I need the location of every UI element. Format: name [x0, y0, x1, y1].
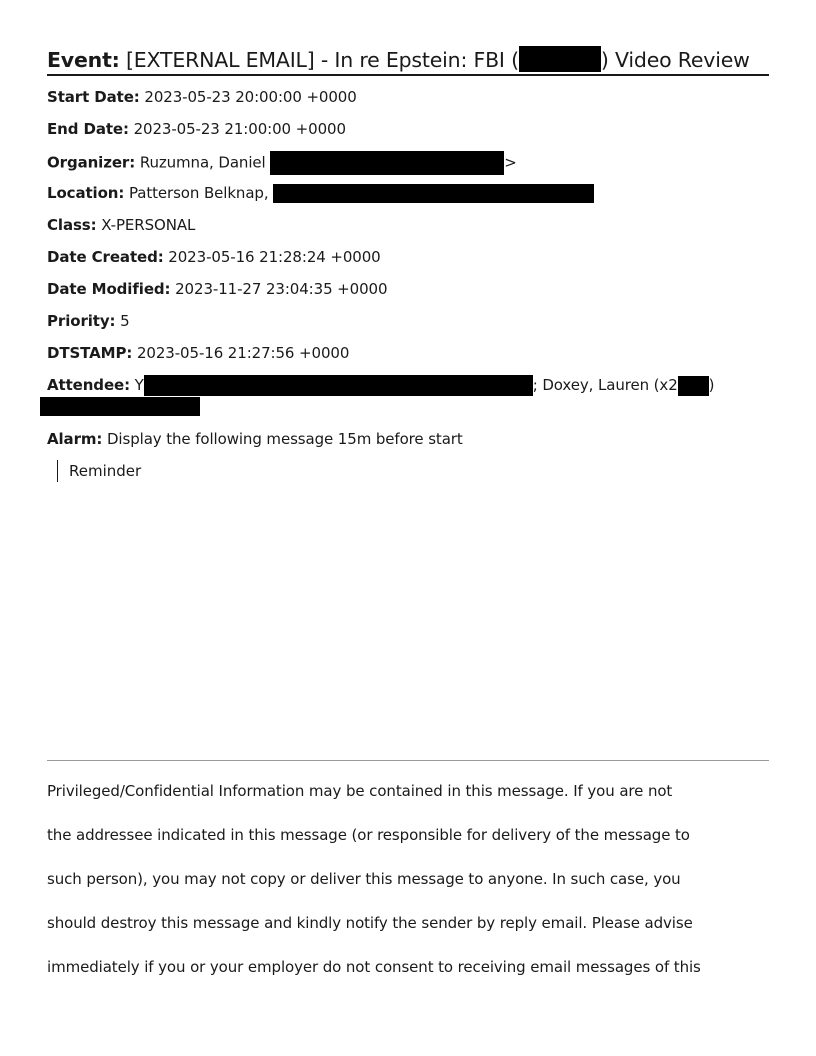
attendee-row: [47, 375, 714, 396]
event-title-suffix: ) Video Review: [600, 48, 750, 72]
end-date-value: 2023-05-23 21:00:00 +0000: [133, 120, 346, 138]
date-modified-row: [47, 279, 387, 299]
event-title: [47, 46, 769, 76]
reminder-text: Reminder: [57, 460, 141, 482]
dtstamp-row: [47, 343, 349, 363]
attendee-label: Attendee:: [47, 376, 130, 394]
location-label: Location:: [47, 184, 125, 202]
date-modified-label: Date Modified:: [47, 280, 171, 298]
notice-line: should destroy this message and kindly notify the sender by reply email. Please advise: [47, 914, 693, 932]
dtstamp-value: 2023-05-16 21:27:56 +0000: [136, 344, 350, 362]
date-created-row: [47, 247, 381, 267]
notice-line: such person), you may not copy or deliver this message to anyone. In such case, you: [47, 870, 681, 888]
dtstamp-label: DTSTAMP:: [47, 344, 133, 362]
redaction-bar: [40, 397, 200, 416]
organizer-label: Organizer:: [47, 153, 136, 172]
attendee-lead: Y: [134, 376, 144, 394]
redaction-bar: [678, 376, 709, 396]
priority-label: Priority:: [47, 312, 116, 330]
date-created-label: Date Created:: [47, 248, 164, 266]
attendee-end: ): [708, 376, 715, 394]
location-row: [47, 183, 594, 203]
class-label: Class:: [47, 216, 97, 234]
alarm-row: [47, 429, 463, 449]
date-modified-value: 2023-11-27 23:04:35 +0000: [175, 280, 388, 298]
redaction-bar: [270, 151, 504, 175]
end-date-row: [47, 119, 346, 139]
end-date-label: End Date:: [47, 120, 129, 138]
organizer-row: [47, 151, 517, 175]
start-date-value: 2023-05-23 20:00:00 +0000: [144, 88, 357, 106]
alarm-value: Display the following message 15m before start: [106, 430, 463, 448]
location-value: Patterson Belknap,: [128, 184, 269, 202]
redaction-bar: [273, 184, 594, 203]
notice-line: Privileged/Confidential Information may be contained in this message. If you are not: [47, 782, 673, 800]
redaction-bar: [519, 46, 601, 72]
confidentiality-notice: [47, 769, 767, 989]
start-date-row: [47, 87, 357, 107]
date-created-value: 2023-05-16 21:28:24 +0000: [168, 248, 381, 266]
alarm-label: Alarm:: [47, 430, 103, 448]
notice-line: the addressee indicated in this message (or responsible for delivery of the message to: [47, 826, 690, 844]
footer-divider: [47, 760, 769, 761]
class-row: [47, 215, 195, 235]
attendee-mid: ; Doxey, Lauren (x2: [532, 376, 678, 394]
notice-line: immediately if you or your employer do not consent to receiving email messages of this: [47, 958, 701, 976]
organizer-value: Ruzumna, Daniel: [139, 153, 266, 172]
event-label: Event:: [47, 48, 120, 72]
organizer-tail: >: [504, 153, 517, 172]
priority-value: 5: [120, 312, 130, 330]
redaction-bar: [144, 375, 533, 396]
class-value: X-PERSONAL: [101, 216, 196, 234]
start-date-label: Start Date:: [47, 88, 140, 106]
priority-row: [47, 311, 130, 331]
event-title-prefix: [EXTERNAL EMAIL] - In re Epstein: FBI (: [126, 48, 519, 72]
